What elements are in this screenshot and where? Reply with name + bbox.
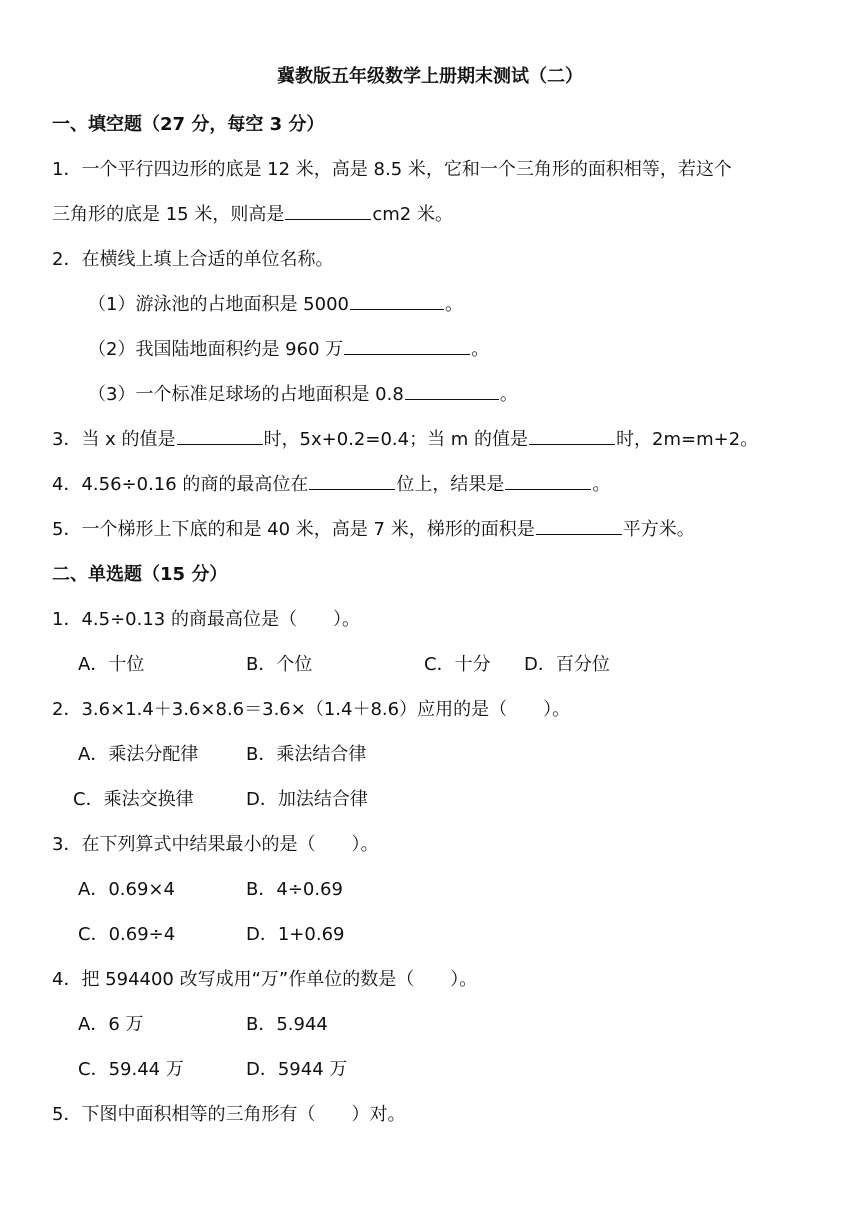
choice-q1-option-c[interactable]: C．十分 (424, 654, 491, 675)
fill-q2-sub3-blank[interactable] (405, 381, 499, 400)
choice-q1-option-d[interactable]: D．百分位 (524, 654, 610, 675)
choice-q1-option-b[interactable]: B．个位 (246, 654, 313, 675)
fill-q3-a: 3．当 x 的值是 (52, 429, 176, 450)
fill-q1-text-after: cm2 米。 (372, 204, 453, 225)
fill-q3-c: 时，2m=m+2。 (616, 429, 759, 450)
fill-q5 (52, 515, 695, 541)
fill-q5-b: 平方米。 (622, 519, 695, 540)
choice-q3-option-a[interactable]: A．0.69×4 (78, 879, 175, 900)
fill-q2-sub1-after: 。 (444, 294, 463, 315)
fill-q3-blank-2[interactable] (529, 426, 615, 445)
fill-q5-blank[interactable] (536, 516, 622, 535)
page-title: 冀教版五年级数学上册期末测试（二） (277, 66, 583, 87)
choice-q1-text: 1．4.5÷0.13 的商最高位是（ ）。 (52, 609, 360, 630)
choice-q3-option-b[interactable]: B．4÷0.69 (246, 879, 343, 900)
fill-q2-sub1-before: （1）游泳池的占地面积是 5000 (88, 294, 349, 315)
choice-q4-text: 4．把 594400 改写成用“万”作单位的数是（ ）。 (52, 969, 478, 990)
fill-q4-a: 4．4.56÷0.16 的商的最高位在 (52, 474, 309, 495)
fill-q1-line2 (52, 200, 453, 226)
fill-q3-b: 时，5x+0.2=0.4；当 m 的值是 (263, 429, 529, 450)
choice-q2-option-a[interactable]: A．乘法分配律 (78, 744, 199, 765)
fill-q2-sub1 (88, 290, 463, 316)
fill-q4-blank-1[interactable] (309, 471, 395, 490)
fill-q1-blank[interactable] (285, 201, 371, 220)
fill-q2-sub3-before: （3）一个标准足球场的占地面积是 0.8 (88, 384, 404, 405)
fill-q2-sub3-after: 。 (499, 384, 518, 405)
fill-q4-b: 位上，结果是 (396, 474, 505, 495)
fill-q1-text-before: 三角形的底是 15 米，则高是 (52, 204, 285, 225)
choice-q3-option-c[interactable]: C．0.69÷4 (78, 924, 176, 945)
fill-q2-sub2-after: 。 (471, 339, 490, 360)
choice-q3-option-d[interactable]: D．1+0.69 (246, 924, 345, 945)
section-fill-heading: 一、填空题（27 分，每空 3 分） (52, 114, 325, 135)
choice-q2-option-d[interactable]: D．加法结合律 (246, 789, 368, 810)
fill-q2-sub2-before: （2）我国陆地面积约是 960 万 (88, 339, 344, 360)
fill-q5-a: 5．一个梯形上下底的和是 40 米，高是 7 米，梯形的面积是 (52, 519, 535, 540)
fill-q2-sub3 (88, 380, 518, 406)
fill-q1-line1: 1．一个平行四边形的底是 12 米，高是 8.5 米，它和一个三角形的面积相等，若这个 (52, 159, 732, 180)
fill-q2-sub1-blank[interactable] (350, 291, 444, 310)
fill-q2-sub2 (88, 335, 489, 361)
choice-q5-text: 5．下图中面积相等的三角形有（ ）对。 (52, 1104, 406, 1125)
choice-q2-text: 2．3.6×1.4＋3.6×8.6＝3.6×（1.4＋8.6）应用的是（ ）。 (52, 699, 571, 720)
section-choice-heading: 二、单选题（15 分） (52, 564, 228, 585)
fill-q4 (52, 470, 610, 496)
fill-q3 (52, 425, 758, 451)
choice-q2-option-b[interactable]: B．乘法结合律 (246, 744, 367, 765)
choice-q4-option-b[interactable]: B．5.944 (246, 1014, 328, 1035)
choice-q2-option-c[interactable]: C．乘法交换律 (73, 789, 194, 810)
fill-q2-sub2-blank[interactable] (344, 336, 470, 355)
fill-q4-c: 。 (592, 474, 611, 495)
choice-q4-option-c[interactable]: C．59.44 万 (78, 1059, 184, 1080)
fill-q4-blank-2[interactable] (505, 471, 591, 490)
choice-q4-option-a[interactable]: A．6 万 (78, 1014, 144, 1035)
choice-q4-option-d[interactable]: D．5944 万 (246, 1059, 348, 1080)
choice-q1-option-a[interactable]: A．十位 (78, 654, 145, 675)
fill-q2-text: 2．在横线上填上合适的单位名称。 (52, 249, 334, 270)
fill-q3-blank-1[interactable] (177, 426, 263, 445)
choice-q3-text: 3．在下列算式中结果最小的是（ ）。 (52, 834, 379, 855)
